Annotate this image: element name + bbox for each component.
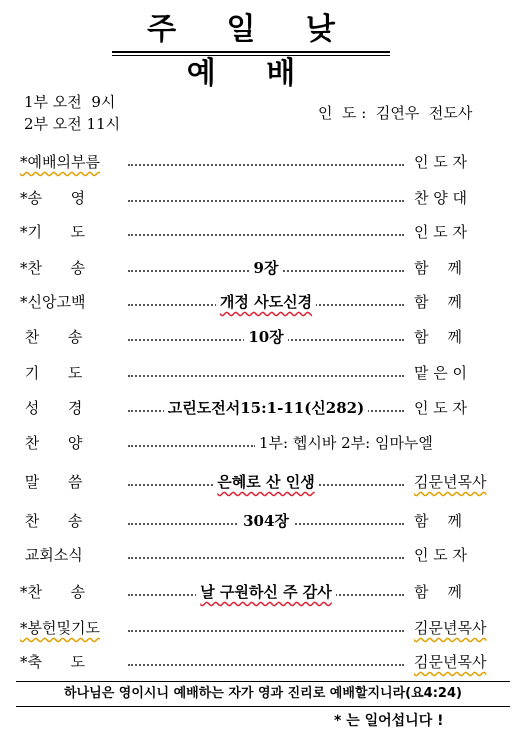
order-row-scripture bbox=[0, 396, 526, 420]
order-detail: 개정 사도신경 bbox=[216, 293, 316, 311]
order-label: 교회소식 bbox=[20, 546, 83, 564]
order-label: *봉헌및기도 bbox=[20, 619, 100, 637]
order-label: *축 도 bbox=[20, 653, 86, 671]
order-label: *신앙고백 bbox=[20, 293, 86, 311]
order-row-hymn-1 bbox=[0, 256, 526, 280]
order-person: 함 께 bbox=[414, 328, 463, 346]
standing-note: * 는 일어섭니다 ! bbox=[334, 713, 444, 729]
order-label: *예배의부름 bbox=[20, 153, 100, 171]
order-person: 김문년목사 bbox=[414, 653, 487, 671]
order-label: 찬 양 bbox=[20, 434, 83, 452]
order-label: 말 씀 bbox=[20, 473, 83, 491]
order-row-anthem bbox=[0, 431, 526, 455]
order-label: *기 도 bbox=[20, 223, 86, 241]
service-time-1: 1부 오전 9시 bbox=[24, 93, 116, 111]
order-row-benediction bbox=[0, 650, 526, 674]
order-person: 인 도 자 bbox=[414, 223, 468, 241]
order-person: 함 께 bbox=[414, 512, 463, 530]
order-row-prayer-2 bbox=[0, 361, 526, 385]
dotted-leader bbox=[128, 234, 404, 236]
title-underline-thin bbox=[112, 55, 390, 56]
order-row-announcements bbox=[0, 543, 526, 567]
order-label: 찬 송 bbox=[20, 512, 83, 530]
dotted-leader bbox=[128, 200, 404, 202]
order-label: 성 경 bbox=[20, 399, 83, 417]
order-detail: 10장 bbox=[244, 328, 287, 346]
order-row-creed bbox=[0, 290, 526, 314]
order-row-call-to-worship bbox=[0, 150, 526, 174]
order-detail: 은혜로 산 인생 bbox=[213, 473, 318, 491]
order-detail: 고린도전서15:1-11(신282) bbox=[164, 399, 368, 417]
order-label: *찬 송 bbox=[20, 583, 86, 601]
order-person: 김문년목사 bbox=[414, 473, 487, 491]
order-person: 함 께 bbox=[414, 583, 463, 601]
order-detail: 1부: 헵시바 2부: 임마누엘 bbox=[255, 434, 437, 452]
dotted-leader bbox=[128, 557, 404, 559]
order-person: 찬 양 대 bbox=[414, 189, 468, 207]
page-title: 주 일 낮 예 배 bbox=[147, 12, 355, 91]
dotted-leader bbox=[128, 664, 404, 666]
order-person: 인 도 자 bbox=[414, 399, 468, 417]
order-detail: 9장 bbox=[250, 259, 283, 277]
order-person: 김문년목사 bbox=[414, 619, 487, 637]
order-person: 함 께 bbox=[414, 259, 463, 277]
order-detail: 날 구원하신 주 감사 bbox=[196, 583, 336, 601]
order-label: *찬 송 bbox=[20, 259, 86, 277]
order-row-prayer bbox=[0, 220, 526, 244]
order-label: 기 도 bbox=[20, 364, 83, 382]
scripture-verse: 하나님은 영이시니 예배하는 자가 영과 진리로 예배할지니라(요4:24) bbox=[16, 681, 510, 707]
title-underline bbox=[112, 51, 390, 53]
order-row-sermon bbox=[0, 470, 526, 494]
order-row-hymn-4 bbox=[0, 580, 526, 604]
service-time-2: 2부 오전 11시 bbox=[24, 115, 121, 133]
order-row-offering bbox=[0, 616, 526, 640]
order-row-hymn-3 bbox=[0, 509, 526, 533]
dotted-leader bbox=[128, 445, 256, 447]
worship-leader: 인 도 : 김연우 전도사 bbox=[318, 104, 473, 122]
order-person: 인 도 자 bbox=[414, 153, 468, 171]
order-person: 인 도 자 bbox=[414, 546, 468, 564]
dotted-leader bbox=[128, 630, 404, 632]
order-label: *송 영 bbox=[20, 189, 86, 207]
dotted-leader bbox=[128, 375, 404, 377]
order-person: 맡 은 이 bbox=[414, 364, 468, 382]
dotted-leader bbox=[128, 164, 404, 166]
order-label: 찬 송 bbox=[20, 328, 83, 346]
order-row-doxology bbox=[0, 186, 526, 210]
order-row-hymn-2 bbox=[0, 325, 526, 349]
order-person: 함 께 bbox=[414, 293, 463, 311]
order-detail: 304장 bbox=[239, 512, 293, 530]
